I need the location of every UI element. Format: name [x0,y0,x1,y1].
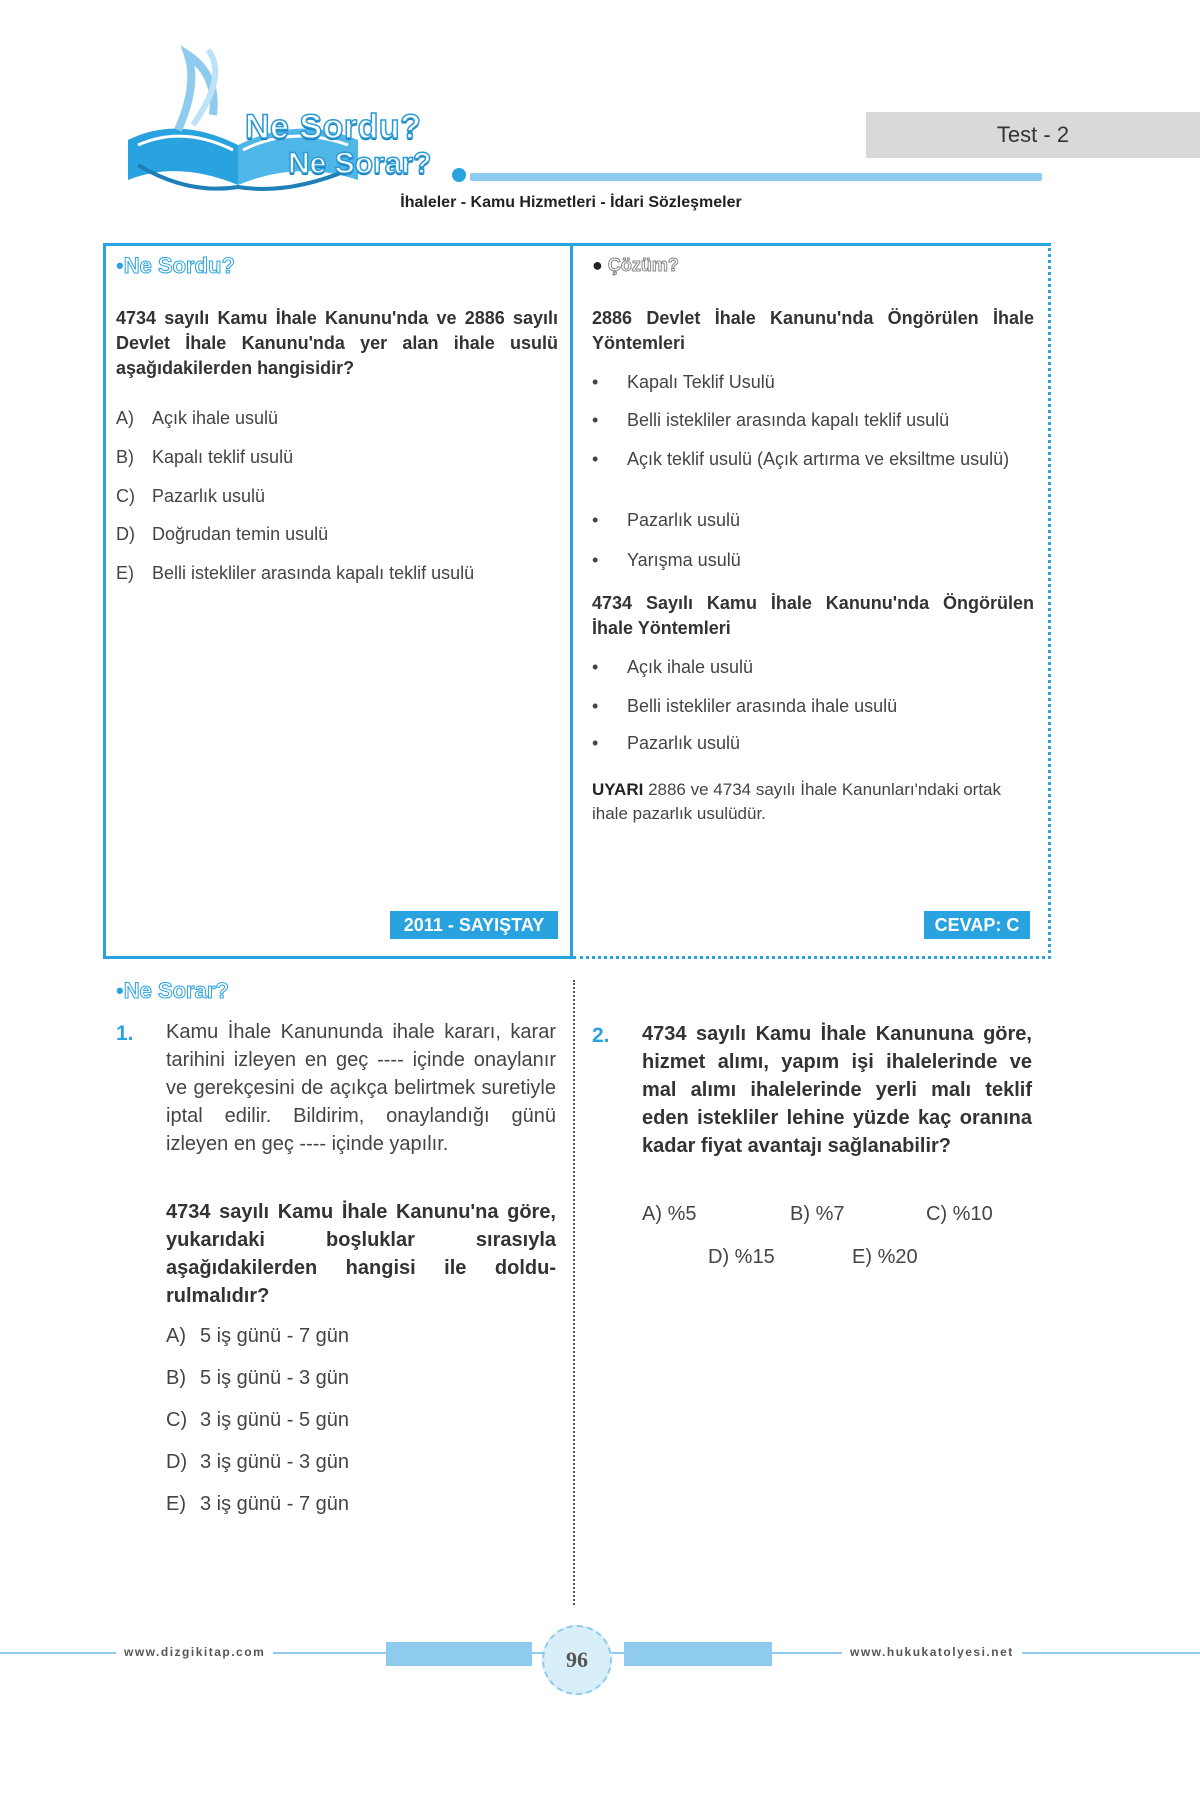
q2-number: 2. [592,1024,610,1047]
ne-sorar-tag: •Ne Sorar? [116,978,229,1003]
cozum-heading-4734: 4734 Sayılı Kamu İhale Kanunu'nda Öngörülen İhale Yöntemleri [592,593,1034,638]
q1-option-d: D) 3 iş günü - 3 gün [166,1451,349,1473]
q1-number: 1. [116,1022,134,1045]
ne-sordu-option-b: B) Kapalı teklif usulü [116,447,294,467]
cozum-heading-2886: 2886 Devlet İhale Kanunu'nda Öngörülen İhale Yöntemleri [592,308,1034,353]
page-number: 96 [542,1625,612,1695]
q1-option-e: E) 3 iş günü - 7 gün [166,1493,349,1515]
list-item: • Açık ihale usulü [592,657,754,677]
header-dot [452,168,466,182]
footer-right-url: www.hukukatolyesi.net [842,1645,1022,1659]
q1-option-a: A) 5 iş günü - 7 gün [166,1325,349,1347]
ne-sordu-option-d: D) Doğrudan temin usulü [116,524,329,544]
ne-sordu-tag: •Ne Sordu? [116,253,235,278]
source-badge: 2011 - SAYIŞTAY [390,911,558,939]
ne-sordu-question: 4734 sayılı Kamu İhale Kanunu'nda ve 2886 sayılı Devlet İhale Kanunu'nda yer alan ihale usulü aşağıdakilerden hangisidir? [116,308,558,378]
list-item: • Kapalı Teklif Usulü [592,372,775,392]
list-item: • Açık teklif usulü (Açık artırma ve eksiltme usulü) [592,449,1010,469]
list-item: • Belli istekliler arasında kapalı teklif usulü [592,410,950,430]
q2-option-b: B) %7 [790,1203,845,1225]
q2-option-e: E) %20 [852,1246,918,1268]
list-item: • Pazarlık usulü [592,733,741,753]
page-subtitle: İhaleler - Kamu Hizmetleri - İdari Sözleşmeler [400,194,742,211]
ne-sordu-option-e: E) Belli istekliler arasında kapalı teklif usulü [116,563,475,583]
q2-option-a: A) %5 [642,1203,697,1225]
logo-title-line2: Ne Sorar? [288,147,432,180]
q1-option-b: B) 5 iş günü - 3 gün [166,1367,349,1389]
answer-badge: CEVAP: C [924,911,1030,939]
list-item: • Yarışma usulü [592,550,741,570]
column-divider [573,980,575,1605]
ne-sordu-option-c: C) Pazarlık usulü [116,486,266,506]
warning-note: UYARI 2886 ve 4734 sayılı İhale Kanunları'ndaki ortak ihale pazarlık usulüdür. [592,780,1001,823]
list-item: • Pazarlık usulü [592,510,741,530]
header-rule [470,173,1042,181]
footer-left-url: www.dizgikitap.com [116,1645,273,1659]
footer-band-left [386,1642,532,1666]
footer-band-right [624,1642,772,1666]
test-label: Test - 2 [866,112,1200,158]
q2-question: 4734 sayılı Kamu İhale Kanununa göre, hizmet alımı, yapım işi ihalelerinde ve mal alımı ihalelerinde yerli malı teklif eden istekliler lehine yüzde kaç oranına kadar fiyat avantajı sağlanabilir? [642,1023,1032,1157]
logo-title-line1: Ne Sordu? [245,108,422,146]
ne-sordu-option-a: A) Açık ihale usulü [116,408,279,428]
q1-option-c: C) 3 iş günü - 5 gün [166,1409,349,1431]
q2-option-d: D) %15 [708,1246,775,1268]
q1-text: Kamu İhale Kanununda ihale kararı, karar tarihini izleyen en geç ---- içinde onaylanır ve gerekçesini de açıkça belirtmek suretiyle iptal edilir. Bildirim, onaylandığı günü izleyen en geç ---- içinde yapılır. [166,1021,556,1155]
list-item: • Belli istekliler arasında ihale usulü [592,696,898,716]
q2-option-c: C) %10 [926,1203,993,1225]
q1-question: 4734 sayılı Kamu İhale Kanunu'na göre, yukarıdaki boşluklar sırasıyla aşağıdakilerden hangisi ile doldurulmalıdır? [166,1201,556,1307]
cozum-tag: ● Çözüm? [592,255,679,275]
